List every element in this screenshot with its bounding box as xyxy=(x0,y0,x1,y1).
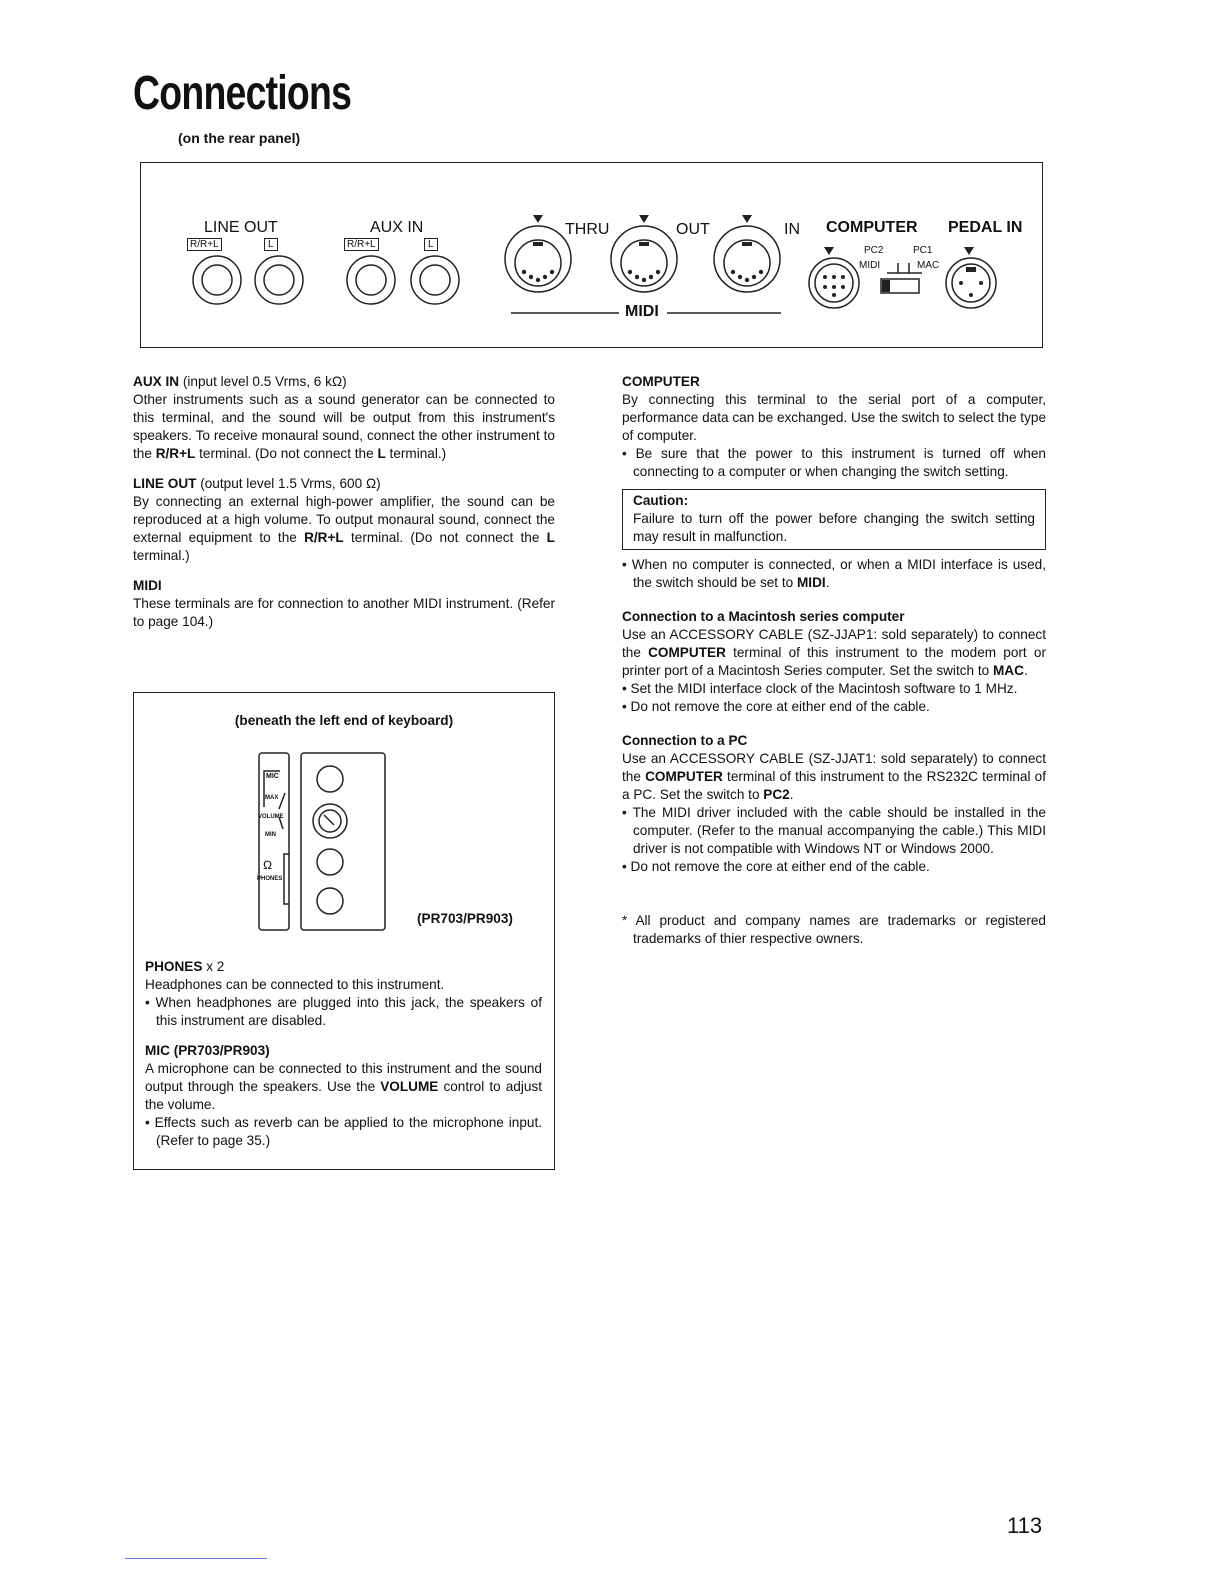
computer-label: COMPUTER xyxy=(826,219,918,236)
switch-mac-label: MAC xyxy=(917,260,940,271)
page-number: 113 xyxy=(1007,1513,1043,1538)
aux-in-heading: AUX IN xyxy=(133,374,180,389)
pc-text-2: terminal of this instrument to the RS232C terminal of a PC. Set the switch to xyxy=(622,769,1046,802)
mac-text: Use an ACCESSORY CABLE (SZ-JJAP1: sold separately) to connect the xyxy=(622,627,1046,660)
footer-line xyxy=(125,1558,267,1559)
aux-in-r-jack xyxy=(347,256,395,304)
midi-switch-bullet: • When no computer is connected, or when a MIDI interface is used, the switch should be set to xyxy=(622,557,1046,590)
aux-in-spec: (input level 0.5 Vrms, 6 kΩ) xyxy=(179,374,347,389)
aux-in-label: AUX IN xyxy=(370,219,424,236)
mac-heading: Connection to a Macintosh series computer xyxy=(622,609,905,624)
phones-text: Headphones can be connected to this instrument. xyxy=(145,977,445,992)
line-out-text: By connecting an external high-power amplifier, the sound can be reproduced at a high volume. To output monaural sound, connect the external equipment to the xyxy=(133,494,555,545)
headphone-icon: Ω xyxy=(263,858,273,872)
aux-in-text-3: terminal.) xyxy=(385,446,447,461)
phones-count: x 2 xyxy=(202,959,225,974)
line-out-heading: LINE OUT xyxy=(133,476,197,491)
midi-heading: MIDI xyxy=(133,578,162,593)
phones-bullet: • When headphones are plugged into this jack, the speakers of this instrument are disabled. xyxy=(145,995,542,1028)
model-label: (PR703/PR903) xyxy=(417,911,513,926)
right-column: COMPUTER By connecting this terminal to the serial port of a computer, performance data can be exchanged. Use the switch to select the type of computer. • Be sure that the power to this instrument is turned off when connecting to a computer or when changing the switch setting. Caution: Failure to turn off the power before changing the switch setting may result in malfunction. • When no computer is connected, or when a MIDI interface is used, the switch should be set to MIDI. Connection to a Macintosh series computer Use an ACCESSORY CABLE (SZ-JJAP1: sold separately) to connect the COMPUTER terminal of this instrument to the modem port or printer port of a Macintosh Series computer. Set the switch to MAC. • Set the MIDI interface clock of the Macintosh software to 1 MHz. • Do not remove the core at either end of the cable. Connection to a PC Use an ACCESSORY CABLE (SZ-JJAT1: sold separately) to connect the COMPUTER terminal of this instrument to the RS232C terminal of a PC. Set the switch to PC2. • The MIDI driver included with the cable should be installed in the computer. (Refer to the manual accompanying the cable.) This MIDI driver is not compatible with Windows NT or Windows 2000. • Do not remove the core at either end of the cable. * All product and company names are trademarks or registered trademarks of thier respective owners. xyxy=(622,374,1046,946)
computer-bullet: • Be sure that the power to this instrument is turned off when connecting to a computer or when changing the switch setting. xyxy=(622,446,1046,479)
line-out-l-term: L xyxy=(546,530,555,545)
mic-volume-term: VOLUME xyxy=(380,1079,439,1094)
jack-drawings xyxy=(141,163,1041,347)
caution-heading: Caution: xyxy=(633,493,689,508)
midi-out-label: OUT xyxy=(676,221,710,238)
mac-computer-term: COMPUTER xyxy=(648,645,726,660)
aux-in-l-term: L xyxy=(377,446,386,461)
computer-heading: COMPUTER xyxy=(622,374,700,389)
mic-text-2: control to adjust the volume. xyxy=(145,1079,542,1112)
caution-box xyxy=(622,489,1046,550)
pc-bullet-1: • The MIDI driver included with the cable should be installed in the computer. (Refer to the manual accompanying the cable.) This MIDI driver is not compatible with Windows NT or Windows 2000. xyxy=(622,805,1046,856)
line-out-r-jack xyxy=(193,256,241,304)
mic-label: MIC xyxy=(266,773,279,780)
computer-text: By connecting this terminal to the serial port of a computer, performance data can be exchanged. Use the switch to select the type of computer. xyxy=(622,392,1046,443)
aux-in-l-jack xyxy=(411,256,459,304)
mic-bullet: • Effects such as reverb can be applied to the microphone input. (Refer to page 35.) xyxy=(145,1115,542,1148)
mac-bullet-1: • Set the MIDI interface clock of the Macintosh software to 1 MHz. xyxy=(622,681,1018,696)
keyboard-box-heading: (beneath the left end of keyboard) xyxy=(234,713,454,728)
line-out-rl-term: R/R+L xyxy=(304,530,344,545)
line-out-rl-label: R/R+L xyxy=(187,238,222,251)
line-out-text-3: terminal.) xyxy=(133,548,190,563)
line-out-label: LINE OUT xyxy=(204,219,278,236)
line-out-text-2: terminal. (Do not connect the xyxy=(343,530,547,545)
subtitle: (on the rear panel) xyxy=(178,130,301,146)
pedal-in-jack xyxy=(946,258,996,308)
trademark-note: * All product and company names are trademarks or registered trademarks of thier respective owners. xyxy=(622,913,1046,946)
max-label: MAX xyxy=(265,795,279,801)
switch-pc2-label: PC2 xyxy=(864,245,884,256)
volume-label: VOLUME xyxy=(258,814,284,820)
aux-in-text-2: terminal. (Do not connect the xyxy=(195,446,378,461)
switch-midi-label: MIDI xyxy=(859,260,881,271)
pc-switch-term: PC2 xyxy=(763,787,790,802)
line-out-l-label: L xyxy=(264,238,278,251)
keyboard-box-text xyxy=(145,958,542,1150)
aux-in-rl-term: R/R+L xyxy=(155,446,196,461)
pc-text: Use an ACCESSORY CABLE (SZ-JJAT1: sold separately) to connect the xyxy=(622,751,1046,784)
pc-heading: Connection to a PC xyxy=(622,733,748,748)
aux-in-rl-label: R/R+L xyxy=(344,238,379,251)
keyboard-jacks-box xyxy=(133,692,555,1170)
midi-switch-term: MIDI xyxy=(796,575,826,590)
mac-bullet-2: • Do not remove the core at either end of the cable. xyxy=(622,699,930,714)
mic-heading: MIC (PR703/PR903) xyxy=(145,1043,270,1058)
rear-panel-diagram xyxy=(140,162,1043,348)
computer-jack xyxy=(809,258,859,308)
phones-jack-label: PHONES xyxy=(257,876,283,882)
min-label: MIN xyxy=(265,832,276,838)
mac-text-2: terminal of this instrument to the modem port or printer port of a Macintosh Series computer. Set the switch to xyxy=(622,645,1046,678)
page-title: Connections xyxy=(133,67,352,120)
phones-heading: PHONES xyxy=(145,959,203,974)
midi-thru-label: THRU xyxy=(565,221,610,238)
pc-bullet-2: • Do not remove the core at either end of the cable. xyxy=(622,859,930,874)
switch-pc1-label: PC1 xyxy=(913,245,933,256)
aux-in-text: Other instruments such as a sound generator can be connected to this terminal, and the sound will be output from this instrument's speakers. To receive monaural sound, connect the other instrument to the xyxy=(133,392,555,461)
line-out-l-jack xyxy=(255,256,303,304)
left-column xyxy=(133,373,555,631)
pc-computer-term: COMPUTER xyxy=(645,769,723,784)
aux-in-l-label: L xyxy=(424,238,438,251)
caution-text: Failure to turn off the power before changing the switch setting may result in malfunction. xyxy=(633,511,1035,544)
midi-text: These terminals are for connection to another MIDI instrument. (Refer to page 104.) xyxy=(133,596,555,629)
pedal-in-label: PEDAL IN xyxy=(948,219,1023,236)
mic-text: A microphone can be connected to this instrument and the sound output through the speakers. Use the xyxy=(145,1061,542,1094)
mac-switch-term: MAC xyxy=(992,663,1024,678)
line-out-spec: (output level 1.5 Vrms, 600 Ω) xyxy=(196,476,381,491)
midi-in-label: IN xyxy=(784,221,800,238)
midi-group-label: MIDI xyxy=(625,303,659,320)
